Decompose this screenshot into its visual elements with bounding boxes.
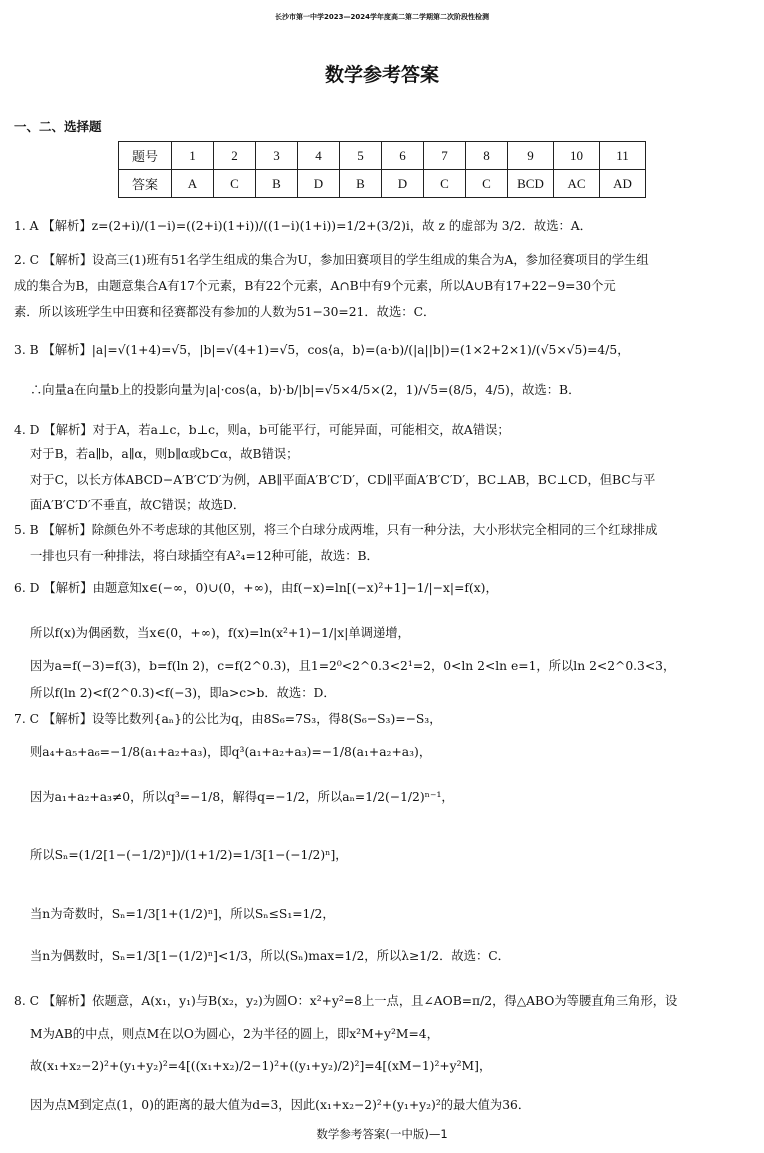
solution-5-line-2: 一排也只有一种排法，将白球插空有A²₄=12种可能，故选：B．	[30, 549, 379, 563]
question-number: 4	[298, 142, 340, 170]
answer-cell: B	[256, 170, 298, 198]
page-subtitle: 数学参考答案	[324, 64, 439, 86]
solution-4-line-1: 4. D 【解析】对于A，若a⊥c，b⊥c，则a，b可能平行，可能异面，可能相交，故A错误；	[14, 423, 510, 437]
solution-6-line-1: 6. D 【解析】由题意知x∈(−∞，0)∪(0，+∞)，由f(−x)=ln[(−x)²+1]−1/|−x|=f(x)，	[14, 581, 498, 595]
solution-1: 1. A 【解析】z=(2+i)/(1−i)=((2+i)(1+i))/((1−i)(1+i))=1/2+(3/2)i，故 z 的虚部为 3/2．故选：A．	[14, 219, 592, 233]
solution-7-line-2: 则a₄+a₅+a₆=−1/8(a₁+a₂+a₃)，即q³(a₁+a₂+a₃)=−1/8(a₁+a₂+a₃)，	[30, 745, 432, 759]
question-number: 6	[382, 142, 424, 170]
solution-7-line-6: 当n为偶数时，Sₙ=1/3[1−(1/2)ⁿ]<1/3，所以(Sₙ)max=1/2，所以λ≥1/2．故选：C．	[30, 949, 510, 963]
solution-2-line-1: 2. C 【解析】设高三(1)班有51名学生组成的集合为U，参加田赛项目的学生组成的集合为A，参加径赛项目的学生组	[14, 253, 649, 267]
question-number: 5	[340, 142, 382, 170]
solution-6-line-3: 因为a=f(−3)=f(3)，b=f(ln 2)，c=f(2^0.3)，且1=2⁰<2^0.3<2¹=2，0<ln 2<ln e=1，所以ln 2<2^0.3<3，	[30, 659, 676, 673]
section-heading: 一、二、选择题	[14, 119, 102, 134]
question-number: 8	[466, 142, 508, 170]
answer-cell: BCD	[508, 170, 554, 198]
question-number: 9	[508, 142, 554, 170]
solution-3-line-1: 3. B 【解析】|a|=√(1+4)=√5，|b|=√(4+1)=√5，cos⟨a，b⟩=(a·b)/(|a||b|)=(1×2+2×1)/(√5×√5)=4/5，	[14, 343, 630, 357]
question-number: 10	[554, 142, 600, 170]
solution-2-line-2: 成的集合为B，由题意集合A有17个元素，B有22个元素，A∩B中有9个元素，所以A∪B有17+22−9=30个元	[14, 279, 616, 293]
solution-4-line-4: 面A′B′C′D′不垂直，故C错误；故选D．	[30, 498, 246, 512]
question-number: 2	[214, 142, 256, 170]
solution-6-line-4: 所以f(ln 2)<f(2^0.3)<f(−3)，即a>c>b．故选：D．	[30, 686, 336, 700]
answer-cell: AC	[554, 170, 600, 198]
answer-cell: A	[172, 170, 214, 198]
answer-cell: AD	[600, 170, 646, 198]
answer-table-answer-row	[119, 170, 646, 198]
solution-8-line-2: M为AB的中点，则点M在以O为圆心，2为半径的圆上，即x²M+y²M=4，	[30, 1027, 439, 1041]
answer-cell: D	[382, 170, 424, 198]
solution-4-line-3: 对于C，以长方体ABCD−A′B′C′D′为例，AB∥平面A′B′C′D′，CD∥平面A′B′C′D′，BC⊥AB，BC⊥CD，但BC与平	[30, 473, 656, 487]
solution-5-line-1: 5. B 【解析】除颜色外不考虑球的其他区别，将三个白球分成两堆，只有一种分法，大小形状完全相同的三个红球排成	[14, 523, 658, 537]
question-number: 1	[172, 142, 214, 170]
solution-4-line-2: 对于B，若a∥b，a∥α，则b∥α或b⊂α，故B错误；	[30, 447, 299, 461]
solution-7-line-4: 所以Sₙ=(1/2[1−(−1/2)ⁿ])/(1+1/2)=1/3[1−(−1/2)ⁿ]，	[30, 848, 348, 862]
solution-6-line-2: 所以f(x)为偶函数，当x∈(0，+∞)，f(x)=ln(x²+1)−1/|x|单调递增，	[30, 626, 410, 640]
answer-cell: B	[340, 170, 382, 198]
solution-8-line-1: 8. C 【解析】依题意，A(x₁，y₁)与B(x₂，y₂)为圆O：x²+y²=8上一点，且∠AOB=π/2，得△ABO为等腰直角三角形，设	[14, 994, 678, 1008]
solution-7-line-1: 7. C 【解析】设等比数列{aₙ}的公比为q，由8S₆=7S₃，得8(S₆−S₃)=−S₃，	[14, 712, 442, 726]
page-title: 长沙市第一中学2023—2024学年度高二第二学期第二次阶段性检测	[275, 13, 489, 21]
solution-8-line-3: 故(x₁+x₂−2)²+(y₁+y₂)²=4[((x₁+x₂)/2−1)²+((y₁+y₂)/2)²]=4[(xM−1)²+y²M]，	[30, 1059, 492, 1073]
answer-cell: C	[214, 170, 256, 198]
question-number: 11	[600, 142, 646, 170]
question-number: 3	[256, 142, 298, 170]
page-footer: 数学参考答案(一中版)—1	[316, 1127, 448, 1141]
answer-cell: C	[466, 170, 508, 198]
row-label: 题号	[119, 142, 172, 170]
answer-cell: D	[298, 170, 340, 198]
solution-3-line-2: ∴向量a在向量b上的投影向量为|a|·cos⟨a，b⟩·b/|b|=√5×4/5×(2，1)/√5=(8/5，4/5)，故选：B．	[30, 383, 581, 397]
answer-table	[118, 141, 646, 198]
question-number: 7	[424, 142, 466, 170]
solution-8-line-4: 因为点M到定点(1，0)的距离的最大值为d=3，因此(x₁+x₂−2)²+(y₁+y₂)²的最大值为36．	[30, 1098, 531, 1112]
solution-7-line-5: 当n为奇数时，Sₙ=1/3[1+(1/2)ⁿ]，所以Sₙ≤S₁=1/2，	[30, 907, 335, 921]
solution-7-line-3: 因为a₁+a₂+a₃≠0，所以q³=−1/8，解得q=−1/2，所以aₙ=1/2(−1/2)ⁿ⁻¹，	[30, 790, 454, 804]
solution-2-line-3: 素．所以该班学生中田赛和径赛都没有参加的人数为51−30=21．故选：C．	[14, 305, 436, 319]
answer-table-number-row	[119, 142, 646, 170]
row-label: 答案	[119, 170, 172, 198]
answer-cell: C	[424, 170, 466, 198]
